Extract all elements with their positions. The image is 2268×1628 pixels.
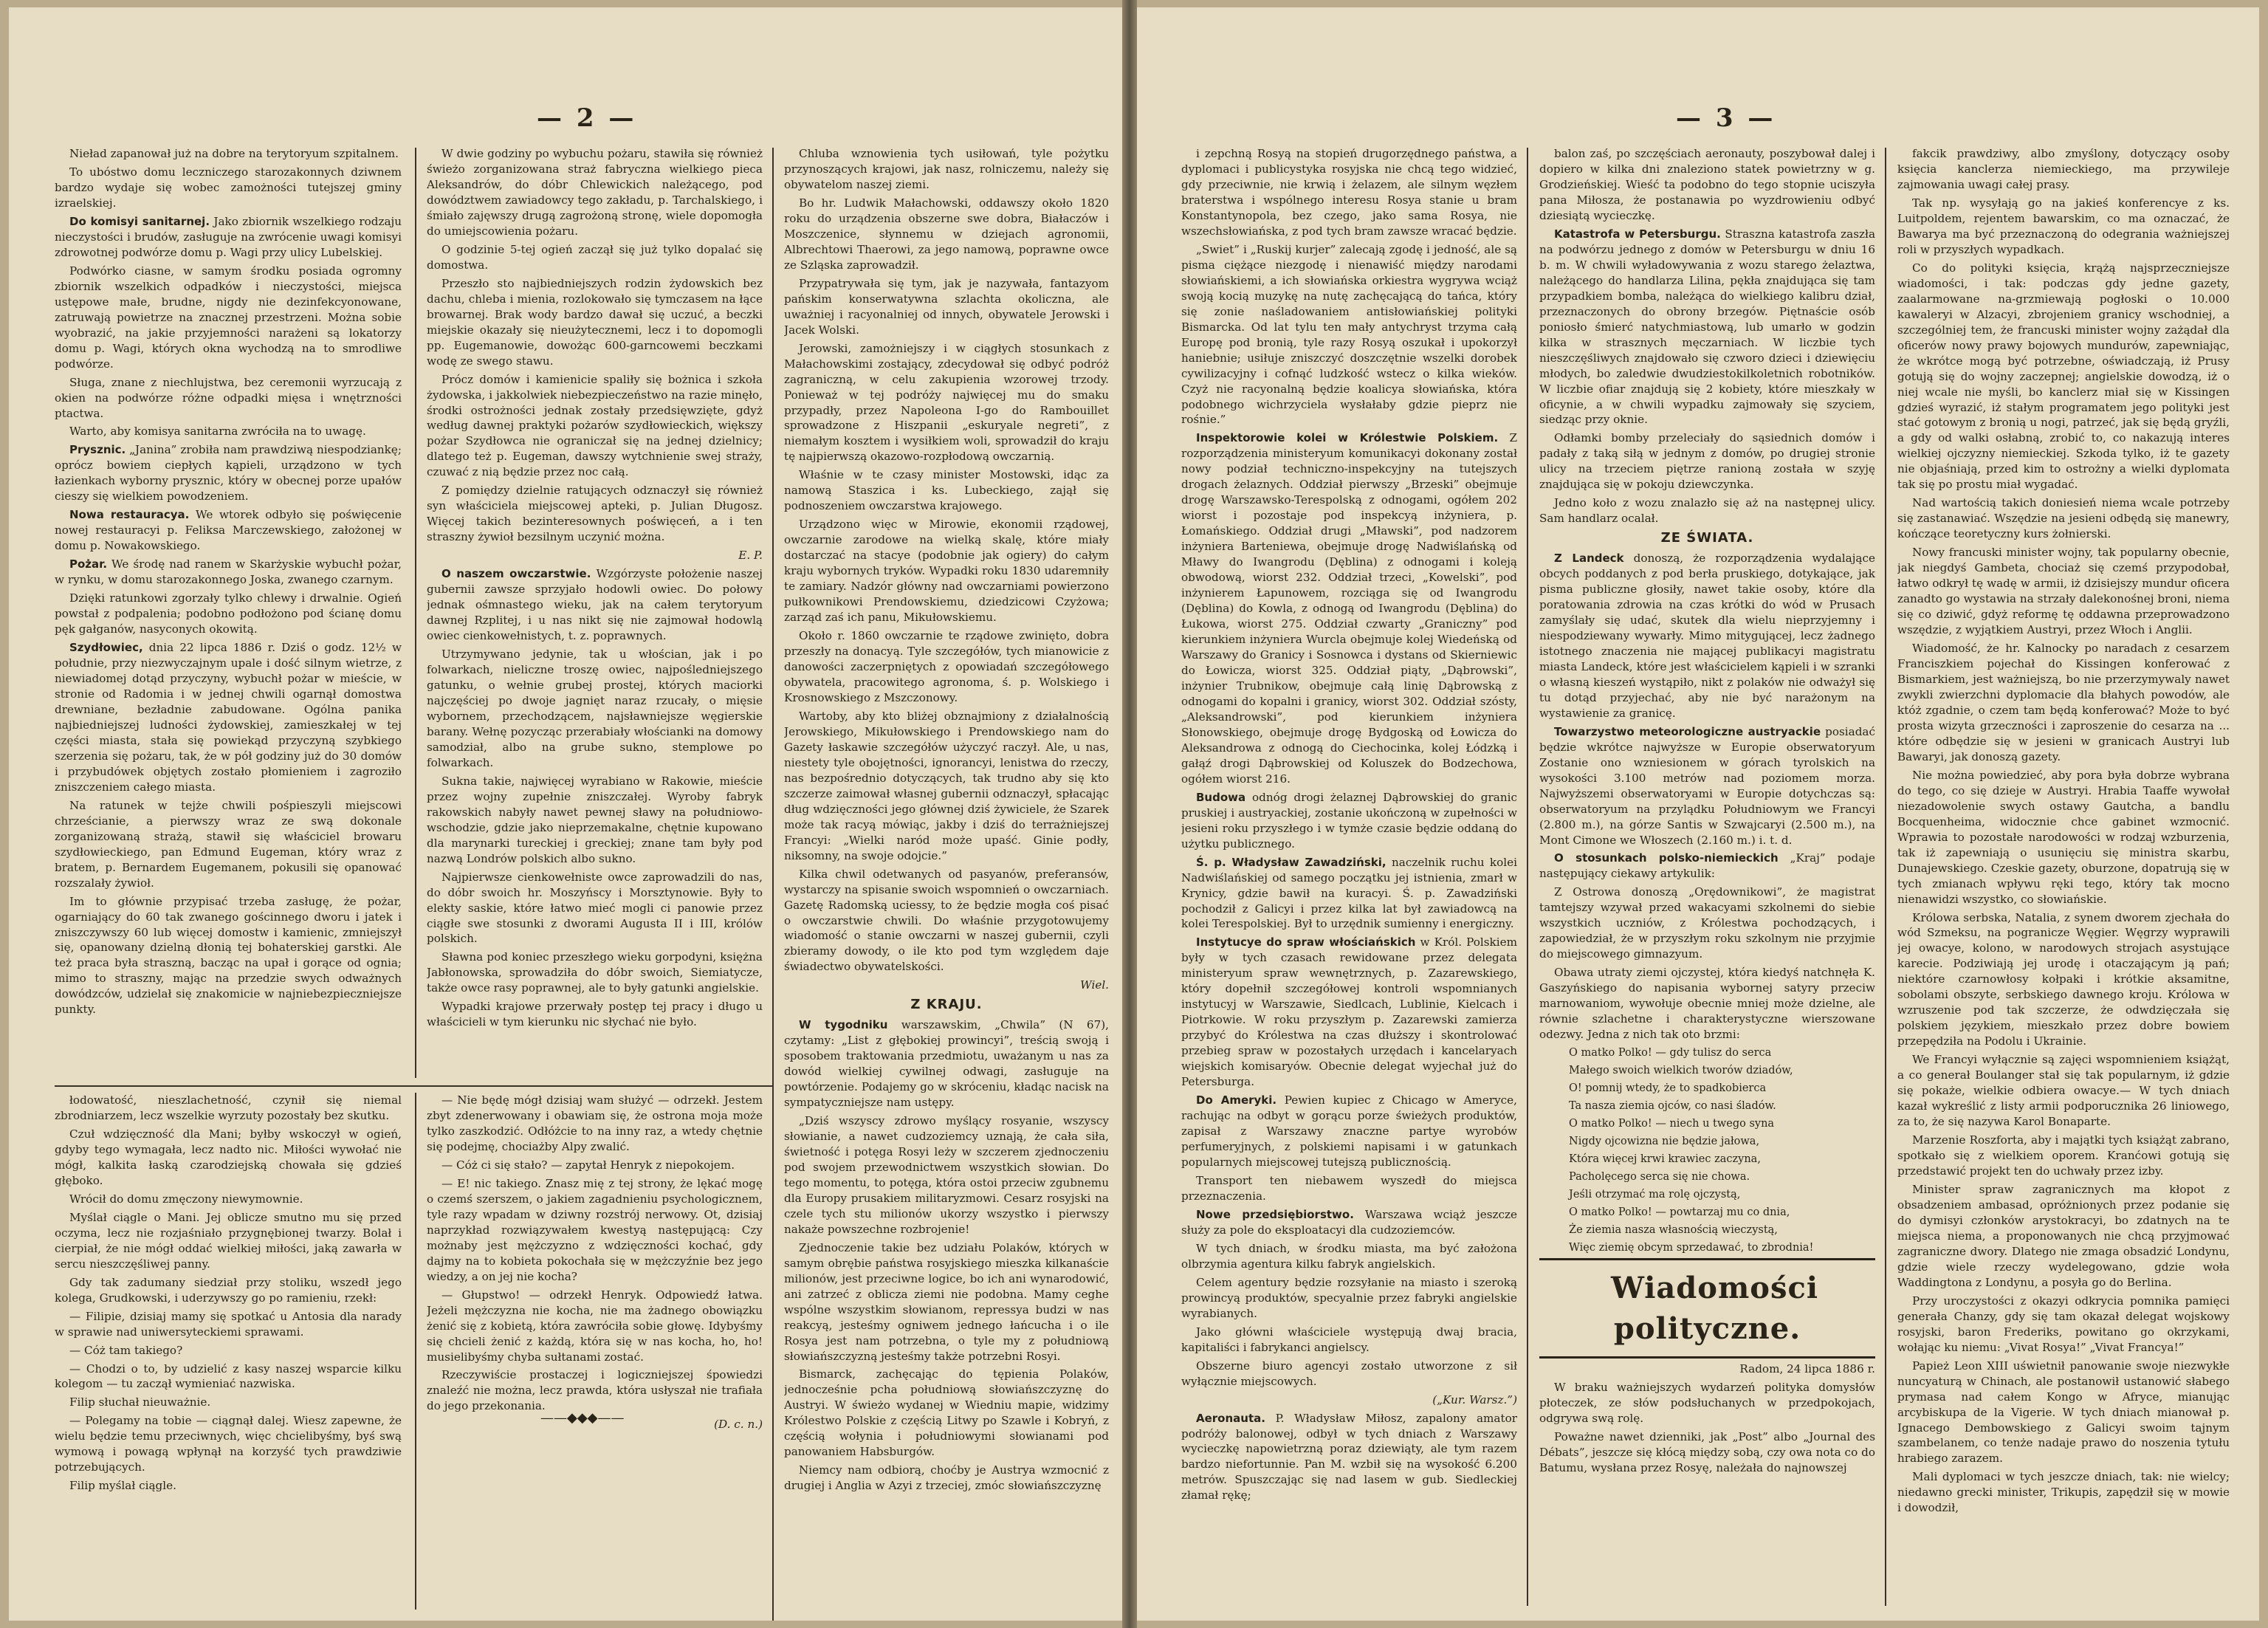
paragraph: Obszerne biuro agencyi zostało utworzone z sił wyłącznie miejscowych. — [1181, 1359, 1517, 1388]
poem-line: O matko Polko! — powtarzaj mu co dnia, — [1569, 1206, 1790, 1219]
paragraph: Podwórko ciasne, w samym środku posiada ogromny zbiornik wszelkich odpadków i nieczystości, miejsca ustępowe małe, brudne, nigdy nie dezinfekcyonowane, zatruwają powietrze na znacznej przestrzeni. Można sobie wyobrazić, na jakie przyjemności narażeni są lokatorzy domu p. Wagi, których okna wychodzą na to smrodliwe podwórze. — [55, 264, 402, 371]
news-item — [55, 640, 402, 795]
paragraph: Wiadomość, że hr. Kalnocky po naradach z cesarzem Franciszkiem pojechał do Kissingen konferować z Bismarkiem, jest ważniejszą, bo nie przerzymywaly nawet zwykli zwierzchni dyplomacie dla błahych powodów, ale któż zgadnie, o czem tam będą konferować? Może to być prosta wizyta grzeczności i zaproszenie do cesarza na ... które odbędzie się w jesieni w granicach Austryi lub Bawaryi, jak donoszą gazety. — [1897, 642, 2230, 763]
news-headline: Pożar. — [69, 557, 108, 571]
paragraph: — Głupstwo! — odrzekł Henryk. Odpowiedź łatwa. Jeżeli mężczyzna nie kocha, nie ma żadnego obowiązku żenić się z kobietą, która zawróciła sobie głowę. Idybyśmy się chcieli żenić z każdą, która się w nas kocha, ho, ho! musielibyśmy chyba sułtanami zostać. — [427, 1288, 763, 1364]
news-body: w Król. Polskiem były w tych czasach rewidowane przez delegata ministeryum spraw wewnętrznych, p. Zazarewskiego, który dopełnił szczegółowej kontroli wspomnianych instytucyj w Warszawie, Siedlcach, Lublinie, Kielcach i Piotrkowie. W roku przyszłym p. Zazarewski zamierza przybyć do Królestwa na czas dłuższy i skontrolować przebieg spraw w pozostałych urzędach i kancelaryach wiejskich komisaryów. Obecnie delegat wyjechał już do Petersburga. — [1181, 935, 1517, 1089]
political-news-title: Wiadomości polityczne. — [1539, 1258, 1875, 1359]
news-body: dnia 22 lipca 1886 r. Dziś o godz. 12½ w południe, przy niezwyczajnym upale i dość silnym wietrze, z niewiadomej dotąd przyczyny, wybuchł pożar w mieście, w stronie od Radomia i w jednej chwili ogarnął domostwa drewniane, bezładnie zabudowane. Ogólna panika najbiedniejszej ludności żydowskiej, zamieszkałej w tej części miasta, stała się powiekąd przyczyną szybkiego szerzenia się pożaru, tak, że w pół godziny już do 30 domów i przybudówek objętych zostało płomieniem i zagroziło zniszczeniem całego miasta. — [55, 641, 402, 794]
page-number: — 3 — — [1676, 103, 1776, 133]
news-body: Pewien kupiec z Chicago w Ameryce, rachując na odbyt w gorącu porze świeżych produktów, zapisał z Warszawy znaczne partye wyrobów perfumeryjnych, z polskiemi napisami i w gatunkach popularnych miejscowej tutejszą publicznością. — [1181, 1093, 1517, 1169]
news-item — [1539, 724, 1875, 848]
section-heading: ZE ŚWIATA. — [1660, 530, 1754, 546]
news-item — [1181, 430, 1517, 786]
paragraph: Im to głównie przypisać trzeba zasługę, że pożar, ogarniający do 60 tak zwanego gościnnego dworu i jatek i zniszczywszy 60 lub więcej domostw i kamienic, zmniejszył się, opanowany dzielną dłonią tej bohaterskiej garstki. Ale też praca była straszną, bacząc na upał i gorące od ognia; mimo to straszny, mając na przedzie swych odważnych dowódzców, udzielał się znakomicie w najniebezpieczniejsze punkty. — [55, 894, 402, 1017]
news-item — [1539, 851, 1875, 882]
newspaper-page-left — [9, 7, 1122, 1621]
news-headline: Nowa restauracya. — [69, 508, 190, 522]
news-item — [1181, 855, 1517, 933]
paragraph: Odłamki bomby przeleciały do sąsiednich domów i padały z taką siłą w jednym z domów, po drugiej stronie ulicy na trzeciem piętrze ranioną została w szyję znajdująca się w pokoju dziewczynka. — [1539, 431, 1875, 492]
feuilleton-column — [427, 1093, 763, 1610]
poem-line: O matko Polko! — niech u twego syna — [1569, 1118, 1775, 1130]
paragraph: O godzinie 5-tej ogień zaczął się już tylko dopalać się domostwa. — [427, 242, 763, 272]
news-body: Wzgórzyste położenie naszej gubernii zawsze sprzyjało hodowli owiec. Do połowy jednak ośmnastego wieku, jak na całem terytoryum dawnej Rzplitej, i u nas nikt się nie zajmował hodowlą owiec cienkowełnistych, t. z. poprawnych. — [427, 567, 763, 643]
news-body: We środę nad ranem w Skarżyskie wybuchł pożar, w rynku, w domu starozakonnego Joska, zwanego czarnym. — [55, 557, 402, 587]
news-body: We wtorek odbyło się poświęcenie nowej restauracyi p. Feliksa Marczewskiego, założonej w domu p. Nowakowskiego. — [55, 508, 402, 553]
ornament-divider: ——◆◆◆—— — [540, 1410, 625, 1426]
paragraph: Wrócił do domu zmęczony niewymownie. — [69, 1192, 303, 1206]
paragraph: — Polegamy na tobie — ciągnął dalej. Wiesz zapewne, że wielu będzie temu przeciwnych, więc chcielibyśmy, byś swą wymową i powagą wpłynął na korzyść tych prawdziwie potrzebujących. — [55, 1414, 402, 1474]
paragraph: Chluba wznowienia tych usiłowań, tyle pożytku przynoszących krajowi, jak nasz, rolniczemu, należy się obywatelom naszej ziemi. — [784, 147, 1109, 191]
news-body: donoszą, że rozporządzenia wydalające obcych poddanych z pod berła pruskiego, dotykające, jak pisma publiczne głosiły, nawet takie osoby, które dla poratowania zdrowia na czas krótki do wód w Prusach zamyślały się udać, skutek dla wielu nieprzyjemny i niespodziewany wywarły. Mimo mitygującej, lecz żadnego istotnego znaczenia nie mającej publikacyi magistratu miasta Landeck, które jest właścicielem kąpieli i w szranki o własną kieszeń wystąpiło, nikt z polaków nie odważył się tu dotąd przyjechać, aby nie być narażonym na wystawienie za granicę. — [1539, 552, 1875, 720]
newspaper-page-right — [1137, 7, 2259, 1621]
dateline: Radom, 24 lipca 1886 r. — [1739, 1362, 1875, 1376]
paragraph: Minister spraw zagranicznych ma kłopot z obsadzeniem ambasad, opróżnionych przez podanie się do dymisyi członków arystokracyi, bo zdatnych na te miejsca niema, a proponowanych nie chcą przyjmować zagraniczne dwory. Dlatego nie zmaga obsadzić Londynu, gdzie wiele rzeczy wydelegowano, gdzie woła Waddingtona z Londynu, a posyła go do Berlina. — [1897, 1182, 2230, 1289]
news-headline: Budowa — [1196, 790, 1246, 804]
paragraph: Marzenie Roszforta, aby i majątki tych książąt zabrano, spotkało się z wielkiem oporem. Kranćowi gotują się przedstawić projekt ten do uchwały przez izby. — [1897, 1133, 2230, 1178]
paragraph: Filip słuchał nieuważnie. — [69, 1395, 211, 1409]
news-item — [427, 566, 763, 644]
paragraph: Rzeczywiście prostaczej i logiczniejszej śpowiedzi znaleźć nie można, lecz prawda, która usłyszał nie trafiała do jego przekonania. — [427, 1368, 763, 1413]
news-headline: Do komisyi sanitarnej. — [69, 214, 210, 228]
page-number: — 2 — — [537, 103, 637, 133]
poem-line: Że ziemia nasza własnością wieczystą, — [1569, 1224, 1778, 1237]
paragraph: Co do polityki księcia, krążą najsprzeczniejsze wiadomości, i tak: podczas gdy jedne gazety, zaalarmowane na-grzmiewają pogłoski o 10.000 kawaleryi w Alzacyi, zbrojeniem granicy wschodniej, a szczególniej tem, że francuski minister wojny zażądał dla oficerów nowy prawy bojowych mundurów, zapewniając, że wkrótce mogą być potrzebne, oświadczają, iż Prusy gotują się do wojny zaczepnej; angielskie dowodzą, iż o niej wcale nie myśli, bo kanclerz miał się w Kissingen gdzieś wyrazić, iż stałym programatem jego polityki jest stać gotowym z bronią u nogi, patrzeć, jak się będą gryźli, a gdy od walki osłabną, zrobić to, co nakazują interes wielkiej ojczyzny niemieckiej. Szkoda tylko, iż te gazety nie objaśniają, przed kim to ostrożny a wielki dyplomata tak się po prostu miał wygadać. — [1897, 261, 2230, 492]
news-item — [55, 507, 402, 554]
paragraph: — Cóż ci się stało? — zapytał Henryk z niepokojem. — [441, 1158, 735, 1172]
paragraph: Dzięki ratunkowi zgorzały tylko chlewy i drwalnie. Ogień powstał z podpalenia; podobno podłożono pod ścianę domu pęk gałganów, nasyconych okowitą. — [55, 591, 402, 636]
paragraph: Transport ten niebawem wyszedł do miejsca przeznaczenia. — [1181, 1173, 1517, 1203]
paragraph: Bismarck, zachęcając do tępienia Polaków, jednocześnie pcha południową słowiańszczyznę do Austryi. W świeżo wydanej w Wiedniu mapie, widzimy Królestwo Polskie z częścią Litwy po Szawle i Kobryń, z częścią wołynia i południowymi słowianami pod panowaniem Habsburgów. — [784, 1367, 1109, 1459]
paragraph: Z Ostrowa donoszą „Orędownikowi”, że magistrat tamtejszy wzywał przed wakacyami szkolnemi do siebie wszystkich uczniów, z Królestwa pochodzących, i zapowiedział, że w przyszłym roku szkolnym nie przyjmie do miejscowego gimnazyum. — [1539, 885, 1875, 961]
news-item — [1181, 1207, 1517, 1238]
section-heading: Z KRAJU. — [910, 997, 983, 1013]
paragraph: Wartoby, aby kto bliżej obznajmiony z działalnością Jerowskiego, Mikułowskiego i Prendowskiego nam do Gazety łaskawie szczegółów użyczyć raczył. Ale, u nas, niestety tyle obojętności, ignorancyi, lenistwa do rzeczy, nas bezpośrednio dotyczących, tak trudno aby się kto szczerze zaimował własnej gubernii odznaczył, spłacając dług wdzięczności jego głównej dziś żywiciele, że Szarek może tak racyą mówiąc, jakby i dziś do terrażniejszej Francyi: „Wielki naród może upaść. Ginie podły, niksomny, na swoje odojcie.” — [784, 709, 1109, 862]
book-spine — [1122, 0, 1137, 1628]
paragraph: Przeszło sto najbiedniejszych rodzin żydowskich bez dachu, chleba i mienia, rozlokowało się tymczasem na łące browarnej. Brak wody bardzo dawał się uczuć, a beczki miejskie okazały się nieużytecznemi, lecz i to dopomogli pp. Eugemanowie, dowożąc 600-garncowemi beczkami wodę ze swego stawu. — [427, 276, 763, 368]
paragraph: Filip myślał ciągle. — [69, 1479, 176, 1493]
poem-line: Nigdy ojcowizna nie będzie jałowa, — [1569, 1136, 1760, 1148]
paragraph: — Chodzi o to, by udzielić z kasy naszej wsparcie kilku kolegom — tu zaczął wymieniać nazwiska. — [55, 1361, 402, 1391]
signature: E. P. — [738, 549, 763, 563]
paragraph: Z pomiędzy dzielnie ratujących odznaczył się również syn właściciela miejscowej apteki, p. Julian Długosz. Więcej takich bezinteresownych poświęceń, a i ten straszny żywioł bezsilnym uczynić można. — [427, 484, 763, 544]
paragraph: Gdy tak zadumany siedział przy stoliku, wszedł jego kolega, Grudkowski, i uderzywszy go po ramieniu, rzekł: — [55, 1275, 402, 1305]
paragraph: — Cóż tam takiego? — [69, 1343, 183, 1357]
paragraph: i zepchną Rosyą na stopień drugorzędnego państwa, a dyplomaci i publicystyka rosyjska nie chcą tego widzieć, gdy przeciwnie, nie krwią i żelazem, ale silnym węzłem braterstwa i wspólnego interesu Rosya stanie u bram Konstantynopola, bez czego, jako sama Rosya, nie wszechsłowiańska, z pod tych bram zawsze wracać będzie. — [1181, 147, 1517, 238]
paragraph: Warto, aby komisya sanitarna zwróciła na to uwagę. — [69, 425, 366, 439]
paragraph: Na ratunek w tejże chwili pośpieszyli miejscowi chrześcianie, a pierwszy wraz ze swą dokonale zorganizowaną strażą, stawił się właściciel browaru szydłowieckiego, pan Edmund Eugeman, który wraz z bratem, p. Bernardem Eugemanem, pokusili się opanować rozszalały żywioł. — [55, 798, 402, 890]
paragraph: łodowatość, nieszlachetność, czynił się niemal zbrodniarzem, lecz wszelkie wyrzuty pozostały bez skutku. — [55, 1093, 402, 1122]
paragraph: W tych dniach, w środku miasta, ma być założona olbrzymia agentura kilku fabryk angielskich. — [1181, 1241, 1517, 1271]
news-body: Straszna katastrofa zaszła na podwórzu jednego z domów w Petersburgu w dniu 16 b. m. W chwili wyładowywania z wozu starego żelaztwa, należącego do handlarza Lilina, pękła znajdująca się tam przypadkiem bomba, należąca do wielkiego kalibru dział, przeznaczonych do obrony brzegów. Piętnaście osób poniosło śmierć natychmiastową, lub umarło w godzin kilka w strasznych męczarniach. W liczbie tych nieszczęśliwych znajdowało się czworo dzieci i dziewięciu młodych, bo zaledwie dwudziestokilkoletnich robotników. W liczbie ofiar znajdują się 2 kobiety, które mieszkały w oficynie, a w chwili wypadku zajmowały się szyciem, siedząc przy oknie. — [1539, 227, 1875, 427]
news-headline: Towarzystwo meteorologiczne austryackie — [1554, 724, 1821, 738]
news-headline: Nowe przedsiębiorstwo. — [1196, 1207, 1354, 1221]
news-headline: Szydłowiec, — [69, 641, 143, 655]
paragraph: Poważne nawet dzienniki, jak „Post” albo „Journal des Débats”, jeszcze się kłócą między sobą, czy owa nota co do Batumu, wysłana przez Rosyę, należała do najnowszej — [1539, 1430, 1875, 1475]
paragraph: — E! nic takiego. Znasz mię z tej strony, że lękać mogę o czemś szerszem, o jakiem zagadnieniu psychologicznem, tyle razy wpadam w dziwny rozstrój nerwowy. Ot, dzisiaj naprzykład rozwiązywałem kwestyą następującą: Czy możnaby jest mężczyzno z wdzięczności kochać, gdy dajmy na to kobieta pokochała się w mężczyźnie bez jego wiedzy, a on jej nie kocha? — [427, 1176, 763, 1283]
paragraph: Jako główni właściciele występują dwaj bracia, kapitaliści i fabrykanci angielscy. — [1181, 1325, 1517, 1354]
paragraph: We Francyi wyłącznie są zajęci wspomnieniem książąt, a co generał Boulanger stał się tak popularnym, iż gdzie się pokaże, wielkie odbiera owacye.— W tych dniach kazał wykreślić z listy armii podporucznika 26 liniowego, za to, że się nazywa Karol Bonaparte. — [1897, 1053, 2230, 1129]
paragraph: Zjednoczenie takie bez udziału Polaków, których w samym obrębie państwa rosyjskiego mieszka kilkanaście milionów, jest przeciwne logice, bo ich ani wynarodowić, ani zatrzeć z oblicza ziemi nie podobna. Mamy ceghe wspólne wszystkim słowianom, repressya budzi w nas reakcyą, jesteśmy ogniwem jednego łańcucha i o ile Rosya jest nam potrzebna, o tyle my z południową słowiańszczyzną jesteśmy także potrzebni Rosyi. — [784, 1240, 1109, 1363]
paragraph: Papież Leon XIII uświetnił panowanie swoje niezwykłe nuncyaturą w Chinach, ale postanowił ustanowić słabego prymasa nad całem Kongo w Afryce, mianując arcybiskupa de la Vigerie. W tych dniach mianował p. Ignacego Dembowskiego z Galicyi swoim tajnym szambelanem, co tenże nadaje prawo do noszenia tytułu hrabiego zarazem. — [1897, 1359, 2230, 1466]
paragraph: Wypadki krajowe przerwały postęp tej pracy i długo u właścicieli w tym kierunku nic słychać nie było. — [427, 1000, 763, 1029]
paragraph: — Filipie, dzisiaj mamy się spotkać u Antosia dla narady w sprawie nad uniwersyteckiemi sprawami. — [55, 1309, 402, 1339]
news-body: posiadać będzie wkrótce najwyższe w Europie obserwatoryum Zostanie ono wzniesionem w górach tyrolskich na wysokości 3.100 metrów nad poziomem morza. Najwyższemi obserwatoryami w Europie dotychczas są: obserwatoryum na przylądku Południowym we Francyi (2.800 m.), na górze Santis w Szwajcaryi (2.500 m.), na Mont Cimone we Włoszech (2.160 m.) i. t. d. — [1539, 724, 1875, 847]
news-body: warszawskim, „Chwila” (N 67), czytamy: „List z głębokiej prowincyi”, treścią swoją i sposobem traktowania przedmiotu, uważanym u nas za dowód wielkiej cywilnej odwagi, zasługuje na powtórzenie. Podajemy go w skróceniu, kładąc nacisk na sympatyczniejsze nam ustępy. — [784, 1018, 1109, 1110]
poem-line: Ta nasza ziemia ojców, co nasi śladów. — [1569, 1100, 1776, 1113]
paragraph: Właśnie w te czasy minister Mostowski, idąc za namową Staszica i ks. Lubeckiego, zajął się podnoszeniem owczarstwa krajowego. — [784, 468, 1109, 513]
feuilleton-rule — [55, 1085, 772, 1087]
paragraph: Utrzymywano jedynie, tak u włościan, jak i po folwarkach, nieliczne troszę owiec, najpośledniejszego gatunku, o wełnie grubej prostej, których maciorki najczęściej po dwoje jagnięt naraz rzucały, o mięsie wybornem, przechodzącem, najsławniejsze węgierskie barany. Wełnę pozycząc przerabiały włościanki na domowy samodział, albo na grube sukno, stemplowe po folwarkach. — [427, 648, 763, 769]
news-item — [1181, 935, 1517, 1090]
news-headline: Do Ameryki. — [1196, 1093, 1277, 1107]
news-body: odnóg drogi żelaznej Dąbrowskiej do granic pruskiej i austryackiej, zostanie ukończoną w zupełności w jesieni roku przyszłego i w tymże czasie będzie oddaną do użytku publicznego. — [1181, 790, 1517, 851]
paragraph: Myślał ciągle o Mani. Jej oblicze smutno mu się przed oczyma, lecz nie rozjaśniało przygnębionej twarzy. Bolał i cierpiał, że nie mógł oddać wielkiej miłości, jaką zawarła w sercu nieszczęśliwej panny. — [55, 1210, 402, 1271]
paragraph: Obawa utraty ziemi ojczystej, która kiedyś natchnęła K. Gaszyńskiego do napisania wybornej satyry przeciw marnowaniom, wywołuje obecnie mniej może dzielne, ale równie szlachetne i charakterystyczne wierszowane odezwy. Jedna z nich tak oto brzmi: — [1539, 966, 1875, 1042]
paragraph: Urządzono więc w Mirowie, ekonomii rządowej, owczarnie zarodowe na wielką skalę, które miały dostarczać na stacye (podobnie jak ogiery) do całym kraju wybornych tryków. Wypadki roku 1830 udaremniły te zamiary. Nadzór główny nad owczarniami powierzono pułkownikowi Prendowskiemu, dziedzicowi Czyżowa; zarząd zaś ich panu, Mikułowskiemu. — [784, 518, 1109, 625]
article-column — [1897, 146, 2230, 1604]
news-headline: W tygodniku — [799, 1018, 888, 1032]
poem-line: Małego swoich wielkich tworów dziadów, — [1569, 1065, 1793, 1077]
paragraph: Bo hr. Ludwik Małachowski, oddawszy około 1820 roku do urządzenia obszerne swe dobra, Białaczów i Moszczenice, słynnemu w dziejach agronomii, Albrechtowi Thaerowi, za jego namową, poprawne owce ze Szląska zaprowadził. — [784, 196, 1109, 272]
paragraph: W dwie godziny po wybuchu pożaru, stawiła się również świeżo zorganizowana straż fabryczna wielkiego pieca Aleksandrów, do dóbr Chlewickich należącego, pod dowództwem zawiadowcy tego zakładu, p. Tarchalskiego, i śmiało zajęwszy drugą zagrożoną stronę, wiele dopomogła do umiejscowienia pożaru. — [427, 147, 763, 238]
news-headline: Instytucye do spraw włościańskich — [1196, 935, 1416, 949]
paragraph: Nad wartością takich doniesień niema wcale potrzeby się zastanawiać. Wszędzie na jesieni odbędą się manewry, kończące teoretyczny kurs żołnierski. — [1897, 496, 2230, 541]
paragraph: Prócz domów i kamienicie spaliły się bożnica i szkoła żydowska, i jakkolwiek niebezpieczeństwo na razie minęło, środki ostrożności jednak zostały przedsięwzięte, gdyż według dawnej praktyki pożarów szydłowieckich, większy pożar Szydłowca nie ograniczał się na jednej dzielnicy; dlatego też p. Eugeman, dawszy wytchnienie swej straży, czuwać z nią będzie przez noc całą. — [427, 372, 763, 479]
poem-line: Pacholęcego serca się nie chowa. — [1569, 1171, 1750, 1184]
paragraph: Sługa, znane z niechlujstwa, bez ceremonii wyrzucają z okien na podwórze różne odpadki mięsa i wnętrzności ptactwa. — [55, 375, 402, 420]
paragraph: fakcik prawdziwy, albo zmyślony, dotyczący osoby księcia kanclerza niemieckiego, ma przywileje zajmowania uwagi całej prasy. — [1897, 147, 2230, 191]
news-headline: Inspektorowie kolei w Królestwie Polskiem. — [1196, 431, 1499, 445]
news-headline: Ś. p. Władysław Zawadziński, — [1196, 855, 1386, 869]
article-column — [1539, 146, 1875, 1604]
column-rule — [1527, 148, 1528, 1606]
article-column — [784, 146, 1109, 1604]
news-item — [55, 214, 402, 261]
column-rule — [1885, 148, 1886, 1606]
column-rule — [772, 148, 774, 1621]
news-headline: O naszem owczarstwie. — [441, 567, 591, 581]
paragraph: Jedno koło z wozu znalazło się aż na następnej ulicy. Sam handlarz ocalał. — [1539, 496, 1875, 526]
news-item — [1181, 1093, 1517, 1170]
column-rule — [415, 148, 416, 1078]
paragraph: — Nie będę mógł dzisiaj wam służyć — odrzekł. Jestem zbyt zdenerwowany i obawiam się, że ostrona moja może tylko zaszkodzić. Odłóżcie to na inny raz, a wtedy chętnie się podejmę, chociażby Alpy zwalić. — [427, 1093, 763, 1153]
news-body: Jako zbiornik wszelkiego rodzaju nieczystości i brudów, zasługuje na zwrócenie uwagi komisyi zdrowotnej podwórze domu p. Wagi przy ulicy Lubelskiej. — [55, 214, 402, 259]
article-column — [1181, 146, 1517, 1604]
signature: („Kur. Warsz.”) — [1432, 1392, 1517, 1407]
paragraph: balon zaś, po szczęściach aeronauty, poszybował dalej i dopiero w kilka dni znaleziono statek powietrzny w g. Grodzieńskiej. Wieść ta podobno do tego stopnie uciszyła pana Miłosza, że postanawia po wyzdrowieniu odbyć dziesiątą wycieczkę. — [1539, 147, 1875, 222]
paragraph: Tak np. wysyłają go na jakieś konferencye z ks. Luitpoldem, rejentem bawarskim, co ma oznaczać, że Bawarya ma być przeznaczoną do odegrania ważniejszej roli w przyszłych wypadkach. — [1897, 196, 2230, 256]
news-body: naczelnik ruchu kolei Nadwiślańskiej od samego początku jej istnienia, zmarł w Krynicy, gdzie bawił na kuracyi. Ś. p. Zawadziński pochodził z Galicyi i przez kilka lat był zawiadowcą na kolei Terespolskiej. Był to urzędnik sumienny i energiczny. — [1181, 855, 1517, 931]
paragraph: Nieład zapanował już na dobre na terytoryum szpitalnem. — [69, 147, 399, 160]
news-body: Z rozporządzenia ministeryum komunikacyi dokonany został nowy podział techniczno-inspekcyjny na tutejszych drogach żelaznych. Oddział pierwszy „Brzeski” obejmuje drogę Warszawsko-Terespolską z odnogami, ogółem 202 wiorst i pozostaje pod inspekcyą inżyniera, p. Łomańskiego. Oddział drugi „Mławski”, pod nadzorem inżyniera Barteniewa, obejmuje drogę Nadwiślańską od Mławy do Iwangrodu (Dęblina) z odnogami i koleją obwodową, wiorst 232. Oddział trzeci, „Kowelski”, pod inżynierem Łapunowem, rozciąga się od Iwangrodu (Dęblina) do Kowla, z odnogą od Iwangrodu (Dęblina) do Łukowa, wiorst 275. Oddział czwarty „Graniczny” pod kierunkiem inżyniera Wurcla obejmuje kolej Wiedeńską od Warszawy do Granicy i Sosnowca i dystans od Skierniewic do Łowicza, wiorst 325. Oddział piąty, „Dąbrowski”, inżynier Trubnikow, obejmuje całą linię Dąbrowską z odnogami do kopalni i granicy, wiorst 302. Oddział szósty, „Aleksandrowski”, pod kierunkiem inżyniera Słonowskiego, obejmuje drogę Bydgoską od Łowicza do Aleksandrowa z odnogą do Ciechocinka, kolej Łódzką i gałąź drogi Dąbrowskiej od Koluszek do Bodzechowa, ogółem wiorst 216. — [1181, 431, 1517, 786]
paragraph: Królowa serbska, Natalia, z synem dworem zjechała do wód Szmeksu, na pogranicze Węgier. Węgrzy wyprawili jej owacye, kolono, w narodowych strojach asystujące karecie. Podziwiają jej urodę i otaczającym ją pań; niektóre czarnowłosy kołpaki i krótkie aksamitne, sobolami obszyte, serbskiego dawnego kroju. Królowa w wzruszenie pod tak szczerze, że odwdzięczała się polskiem językiem, mieszkało przez dobre bowiem przepędziła na Podolu i Ukrainie. — [1897, 910, 2230, 1048]
paragraph: Czuł wdzięczność dla Mani; byłby wskoczył w ogień, gdyby tego wymagała, lecz nadto nic. Miłości wywołać nie mógł, kalkita łaską czarodziejską chowała się gdzieś głęboko. — [55, 1127, 402, 1187]
paragraph: To ubóstwo domu leczniczego starozakonnych dziwnem bardzo wydaje się wobec zamożności tutejszej gminy izraelskiej. — [55, 165, 402, 210]
paragraph: Około r. 1860 owczarnie te rządowe zwinięto, dobra przeszły na donacyą. Tyle szczegółów, tych mianowicie z danowości zaczerpniętych z opowiadań szczegółowego obywatela, pracowitego agronoma, ś. p. Wolskiego i Krosnowskiego z Mszczonowy. — [784, 629, 1109, 704]
news-item — [1181, 1411, 1517, 1504]
poem-line: O! pomnij wtedy, że to spadkobierca — [1569, 1082, 1767, 1095]
poem-line: Więc ziemię obcym sprzedawać, to zbrodnia! — [1569, 1242, 1814, 1254]
news-item — [55, 442, 402, 504]
news-body: Warszawa wciąż jeszcze służy za pole do eksploatacyi dla cudzoziemców. — [1181, 1207, 1517, 1237]
poem-line: Która więcej krwi krawiec zaczyna, — [1569, 1153, 1761, 1166]
poem-line: O matko Polko! — gdy tulisz do serca — [1569, 1047, 1772, 1059]
paragraph: Nie można powiedzieć, aby pora była dobrze wybrana do tego, co się dzieje w Austryi. Hrabia Taaffe wywołał niezadowolenie swych ostawy Gautcha, a bandlu Bocquenheima, widocznie chce gabinet wzmocnić. Wprawia to pozostałe narodowości w rodzaj wzburzenia, tak iż zapewniają o usunięciu się ministra skarbu, Dunajewskiego. Czeskie gazety, oburzone, dopatrują się w tych zmianach wpływu ręki tego, który tak mocno nienawidzi wszystko, co słowiańskie. — [1897, 768, 2230, 906]
news-body: „Kraj” podaje następujący ciekawy artykulik: — [1539, 851, 1875, 881]
paragraph: Niemcy nam odbiorą, choćby je Austrya wzmocnić z drugiej i Anglia w Azyi z trzeciej, zmóc słowiańszczyznę — [784, 1463, 1109, 1493]
paragraph: Kilka chwil odetwanych od pasyanów, preferansów, wystarczy na spisanie swoich wspomnień o owczarniach. Gazetę Radomską uciessy, to że będzie mogła coś pisać o owczarstwie chwili. Do właśnie przygotowujemy wiadomość o stanie owczarni w naszej gubernii, czyli zbieramy dowody, o ile kto pod tym względem daje świadectwo obywatelskości. — [784, 867, 1109, 974]
paragraph: Najpierwsze cienkowełniste owce zaprowadzili do nas, do dóbr swoich hr. Moszyńscy i Morsztynowie. Były to elekty saskie, które łatwo mieć mogli ci panowie przez ciągłe swe stosunki z dworami Augusta II i III, królów polskich. — [427, 870, 763, 946]
news-item — [1181, 790, 1517, 852]
feuilleton-column — [55, 1093, 402, 1610]
news-item — [784, 1017, 1109, 1110]
paragraph: Celem agentury będzie rozsyłanie na miasto i szeroką prowincyą produktów, specyalnie przez fabryki angielskie wyrabianych. — [1181, 1275, 1517, 1320]
paragraph: „Dziś wszyscy zdrowo myślący rosyanie, wszyscy słowianie, a nawet cudzoziemcy uznają, że cała siła, świetność i potęga Rosyi leży w szczerem zjednoczeniu pod swojem przewodnictwem wszystkich słowian. Do tego momentu, to potęga, która ostoi przeciw zgubnemu dla Europy prusakiem militaryzmowi. Cesarz rosyjski na czele tych stu milionów ukorzy wszystko i pierwszy nakaże powszechne rozbrojenie! — [784, 1113, 1109, 1236]
news-item — [55, 557, 402, 588]
paragraph: Przy uroczystości z okazyi odkrycia pomnika pamięci generała Chanzy, gdy się tam okazał delegat wojskowy rosyjski, baron Frederiks, powitano go okrzykami, wołając ku niemu: „Vivat Rosya!” „Vivat Francya!” — [1897, 1294, 2230, 1354]
news-headline: Z Landeck — [1554, 552, 1624, 566]
paragraph: Jerowski, zamożniejszy i w ciągłych stosunkach z Małachowskimi zostający, zdecydował się odbyć podróż zagraniczną, w celu zakupienia wzorowej trzody. Ponieważ w tej podróży najwięcej mu do smaku przypadły, przez Napoleona I-go do Rambouillet sprowadzone z Hiszpanii „eskuryale negreti”, z niemałym kosztem i wysiłkiem woli, sprowadził do kraju tę najpierwszą okazowo-rozpłodową owczarnią. — [784, 341, 1109, 464]
paragraph: W braku ważniejszych wydarzeń polityka domysłów płoteczek, ze słów podsłuchanych w przedpokojach, odgrywa swą rolę. — [1539, 1381, 1875, 1426]
paragraph: Mali dyplomaci w tych jeszcze dniach, tak: nie wielcy; niedawno grecki minister, Trikupis, zapędził się w mowie i dowodził, — [1897, 1470, 2230, 1515]
news-headline: Aeronauta. — [1196, 1411, 1265, 1425]
signature: Wiel. — [1080, 978, 1109, 992]
column-rule — [415, 1093, 416, 1610]
news-item — [1539, 227, 1875, 428]
paragraph: Sukna takie, najwięcej wyrabiano w Rakowie, mieście przez wojny zupełnie zniszczałej. Wyroby fabryk rakowskich nabyły nawet pewnej sławy na południowo-wschodzie, gdzie jako nieprzemakalne, chętnie kupowano dla marynarki tureckiej i greckiej; znane tam były pod nazwą Londrów polskich albo sukno. — [427, 774, 763, 865]
news-headline: O stosunkach polsko-niemieckich — [1554, 851, 1779, 865]
news-body: P. Władysław Miłosz, zapalony amator podróży balonowej, odbył w tych dniach z Warszawy wycieczkę napowietrzną poraz dziewiąty, ale tym razem bardzo niefortunnie. Pan M. wzbił się na wysokość 6.200 metrów. Spuszczając się nad lasem w gub. Siedleckiej złamał rękę; — [1181, 1411, 1517, 1502]
article-column — [55, 146, 402, 1076]
paragraph: Przypatrywała się tym, jak je nazywała, fantazyom pańskim konserwatywna szlachta okoliczna, ale uważniej i racyonalniej od innych, obywatele Jerowski i Jacek Wolski. — [784, 276, 1109, 337]
news-headline: Prysznic. — [69, 443, 126, 457]
paragraph: Sławna pod koniec przeszłego wieku gorpodyni, księżna Jabłonowska, sprowadziła do dóbr swoich, Siemiatycze, także owce rasy poprawnej, ale to były gatunki angielskie. — [427, 950, 763, 995]
news-item — [1539, 551, 1875, 721]
poem-line: Jeśli otrzymać ma rolę ojczystą, — [1569, 1189, 1741, 1201]
news-body: „Janina” zrobiła nam prawdziwą niespodziankę; oprócz bowiem ciepłych kąpieli, urządzono w tych łazienkach wyborny prysznic, który w obecnej porze upałów cieszy się wielkiem powodzeniem. — [55, 443, 402, 504]
paragraph: „Swiet” i „Ruskij kurjer” zalecają zgodę i jedność, ale są pisma ciężące niezgodę i nienawiść między narodami słowiańskiemi, a ich słowiańska orkiestra wygrywa wciąż swoją kocią muzykę na nutę zachęcającą do tańca, który się zonie naśladowaniem antisłowiańskiej polityki Bismarcka. Od lat tylu ten mały antychryst trzyma całą Europę pod bronią, tyle razy Rosyą oszukał i upokorzył haniebnie; usiłuje zniszczyć doszczętnie wszelki dorobek cywilizacyjny i cofnąć ludzkość wstecz o kilka wieków. Czyż nie racyonalną będzie koalicya słowiańska, która podobnego wichrzyciela wysłałaby gdzie pieprz nie rośnie.” — [1181, 242, 1517, 427]
paragraph: Nowy francuski minister wojny, tak popularny obecnie, jak niegdyś Gambeta, chociaż się czemś przypodobał, łatwo odkrył tę wadę w armii, iż dzisiejszy mundur oficera zanadto go wystawia na strzały dalekonośnej broni, niema się co dziwić, gdyż reformę tę oddawna przeprowadzono wszędzie, z wyjątkiem Austryi, przez Włoch i Anglii. — [1897, 546, 2230, 637]
article-column — [427, 146, 763, 1076]
signature: (D. c. n.) — [714, 1418, 763, 1432]
news-headline: Katastrofa w Petersburgu. — [1554, 227, 1721, 241]
